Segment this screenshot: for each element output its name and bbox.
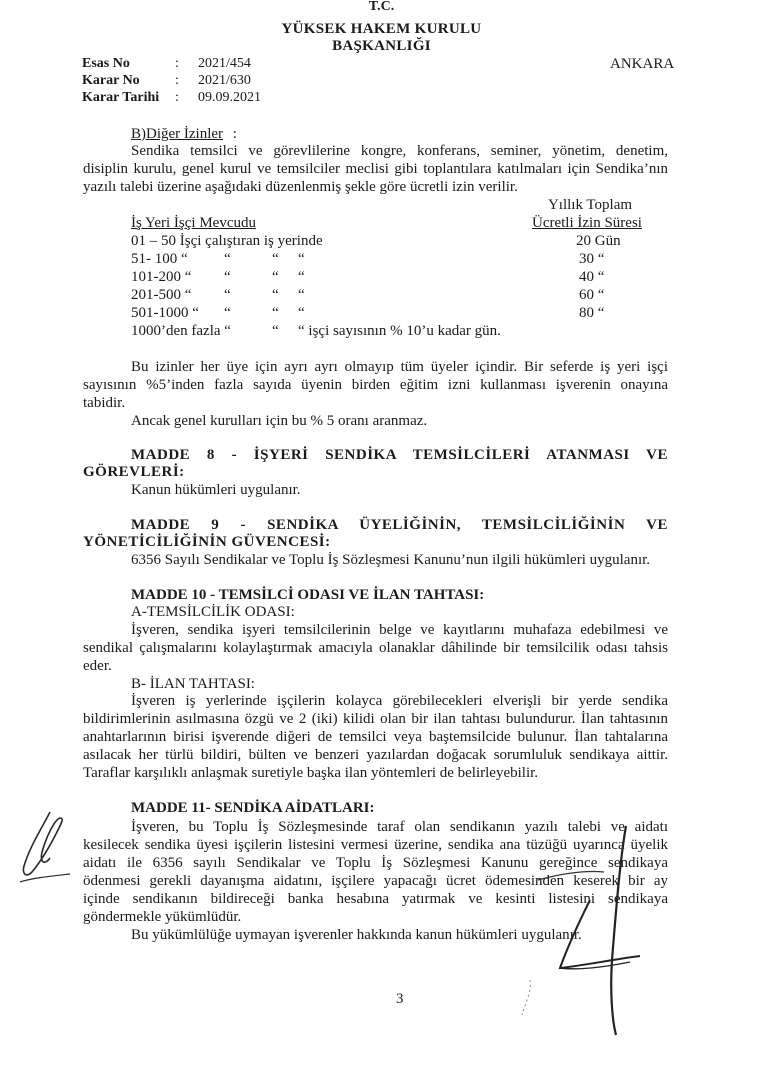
leave-row-range: 201-500 “ [131, 287, 192, 303]
section-b-colon: : [232, 126, 237, 142]
leave-row-ditto: “ [272, 269, 279, 285]
table-header-right-1: Yıllık Toplam [547, 197, 633, 213]
leave-row-range: 1000’den fazla “ [131, 323, 231, 339]
madde11-title: MADDE 11- SENDİKA AİDATLARI: [131, 800, 375, 816]
section-b-para3: Ancak genel kurulları için bu % 5 oranı aranmaz. [131, 413, 428, 429]
madde8-title: MADDE 8 - İŞYERİ SENDİKA TEMSİLCİLERİ ATANMASI VE [131, 447, 668, 463]
leave-row-ditto: “ [224, 251, 231, 267]
table-header-right-2: Ücretli İzin Süresi [532, 215, 642, 231]
madde10-title: MADDE 10 - TEMSİLCİ ODASI VE İLAN TAHTASI: [131, 587, 485, 603]
section-b-para2-line: tabidir. [83, 395, 126, 411]
table-header-left: İş Yeri İşçi Mevcudu [131, 215, 256, 231]
leave-row-ditto: “ [272, 251, 279, 267]
leave-row-ditto: “ [272, 305, 279, 321]
leave-row-ditto: “ [298, 251, 305, 267]
meta-sep: : [175, 56, 179, 71]
leave-row-value: 20 Gün [576, 233, 621, 249]
meta-row [82, 55, 261, 72]
header-institution: YÜKSEK HAKEM KURULU [281, 21, 482, 37]
leave-row-ditto: “ [298, 287, 305, 303]
madde8-title-cont: GÖREVLERİ: [83, 464, 185, 480]
meta-row [82, 89, 261, 106]
header-tc: T.C. [368, 0, 395, 14]
meta-label: Karar No [82, 73, 140, 88]
leave-row-ditto: “ [298, 305, 305, 321]
signature-left-mark [12, 808, 82, 888]
madde11-last: Bu yükümlülüğe uymayan işverenler hakkında kanun hükümleri uygulanır. [131, 927, 582, 943]
madde10-sub-a: A-TEMSİLCİLİK ODASI: [131, 604, 295, 620]
madde10-sub-b: B- İLAN TAHTASI: [131, 676, 255, 692]
meta-sep: : [175, 90, 179, 105]
case-meta [82, 55, 261, 106]
madde10-a-line: eder. [83, 658, 112, 674]
leave-row-text: “ işçi sayısının % 10’u kadar gün. [298, 323, 501, 339]
madde10-b-line: anahtarlarının birisi işverende diğeri de temsilci veya baştemsilcide bulunur. İlan tahtalarına [83, 729, 668, 745]
madde10-a-line: sendikal çalışmalarını kolaylaştırmak amacıyla olanaklar dâhilinde bir temsilcilik odası tahsis [83, 640, 668, 656]
madde10-b-line: Taraflar karşılıklı anlaşmak suretiyle başka ilan yöntemleri de belirleyebilir. [83, 765, 539, 781]
page-number: 3 [396, 991, 404, 1007]
meta-sep: : [175, 73, 179, 88]
madde9-title: MADDE 9 - SENDİKA ÜYELİĞİNİN, TEMSİLCİLİĞİNİN VE [131, 517, 668, 533]
section-b-para2-line: Bu izinler her üye için ayrı ayrı olmayıp tüm üyeler içindir. Bir seferde iş yeri işçi [131, 359, 668, 375]
meta-label: Esas No [82, 56, 130, 71]
madde10-a-line: İşveren, sendika işyeri temsilcilerinin belge ve kayıtlarını muhafaza edebilmesi ve [131, 622, 668, 638]
leave-row-range: 101-200 “ [131, 269, 192, 285]
leave-row-range: 51- 100 “ [131, 251, 188, 267]
madde11-line: içinde sendikanın bildireceği banka hesabına yatırmak ve kesinti listesini sendikaya [83, 891, 668, 907]
header-presidency: BAŞKANLIĞI [332, 38, 431, 54]
leave-row-ditto: “ [224, 287, 231, 303]
leave-row-value: 80 “ [579, 305, 605, 321]
leave-row-ditto: “ [272, 287, 279, 303]
madde10-b-line: bildirimlerinin asılmasına özgü ve 2 (iki) kilidi olan bir ilan tahtası bulundurur. İlan tahtasının [83, 711, 668, 727]
madde10-b-line: asılacak her türlü bildiri, bülten ve benzeri yazılardan doğacak sorumluluk sendikaya aittir. [83, 747, 668, 763]
leave-row-ditto: “ [224, 305, 231, 321]
leave-row-ditto: “ [224, 269, 231, 285]
leave-row-value: 40 “ [579, 269, 605, 285]
section-b-line: Sendika temsilci ve görevlilerine kongre, konferans, seminer, yönetim, denetim, [131, 143, 668, 159]
meta-value: 2021/630 [198, 73, 251, 88]
section-b-line: yazılı talebi üzerine aşağıdaki düzenlenmiş şekle göre ücretli izin verilir. [83, 179, 518, 195]
madde8-body: Kanun hükümleri uygulanır. [131, 482, 301, 498]
meta-row [82, 72, 261, 89]
city-label: ANKARA [610, 56, 675, 72]
madde11-line: kesilecek sendika üyesi işçilerin listesini vermesi üzerine, sendika ana tüzüğü uyarınca üyelik [83, 837, 668, 853]
meta-value: 09.09.2021 [198, 90, 261, 105]
madde9-title-cont: YÖNETİCİLİĞİNİN GÜVENCESİ: [83, 534, 331, 550]
madde10-b-line: İşveren iş yerlerinde işçilerin kolayca görebilecekleri elverişli bir yerde sendika [131, 693, 668, 709]
section-b-para2-line: sayısının %5’inden fazla sayıda üyenin birden eğitim izni kullanması işverenin onayına [83, 377, 668, 393]
meta-value: 2021/454 [198, 56, 251, 71]
section-b-line: disiplin kurulu, genel kurul ve temsilciler meclisi gibi toplantılara katılmaları için Sendika’nın [83, 161, 668, 177]
meta-label: Karar Tarihi [82, 90, 160, 105]
signature-right-mark [520, 820, 670, 1040]
leave-row-range: 01 – 50 İşçi çalıştıran iş yerinde [131, 233, 323, 249]
leave-row-value: 30 “ [579, 251, 605, 267]
leave-row-ditto: “ [272, 323, 279, 339]
section-b-title: B)Diğer İzinler [131, 126, 224, 142]
madde11-line: ödenmesi gerekli dayanışma aidatını, işçilere yapacağı ücret ödemesinden keserek bir ay [83, 873, 668, 889]
section-b-heading [131, 125, 237, 143]
leave-row-ditto: “ [298, 269, 305, 285]
madde11-line: aidatı ile 6356 sayılı Sendikalar ve Toplu İş Sözleşmesi Kanunu gereğince sendikaya [83, 855, 668, 871]
leave-row-range: 501-1000 “ [131, 305, 199, 321]
madde9-body: 6356 Sayılı Sendikalar ve Toplu İş Sözleşmesi Kanunu’nun ilgili hükümleri uygulanır. [131, 552, 651, 568]
madde11-line: göndermekle yükümlüdür. [83, 909, 242, 925]
madde11-line: İşveren, bu Toplu İş Sözleşmesinde taraf olan sendikanın yazılı talebi ve aidatı [131, 819, 668, 835]
leave-row-value: 60 “ [579, 287, 605, 303]
